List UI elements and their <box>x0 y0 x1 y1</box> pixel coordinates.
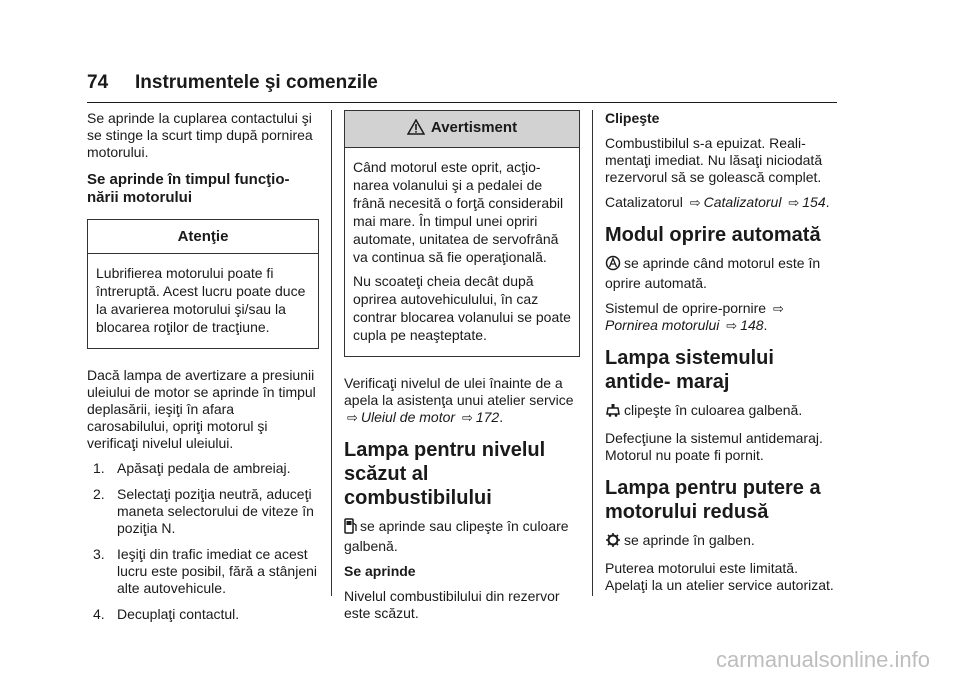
warning-text-1: Când motorul este oprit, acţio- narea volanului şi a pedalei de frână necesită o forţă considerabil mai mare. În timpul unei opriri automate, unitatea de servofrână va continua să fie operaţională. <box>353 159 564 265</box>
reduced-power-text: Puterea motorului este limitată. Apelaţi la un atelier service autorizat. <box>605 560 834 593</box>
warning-triangle-icon <box>407 119 425 139</box>
fuel-pump-icon <box>344 518 357 538</box>
reduced-power-description: se aprinde în galben. <box>605 532 841 552</box>
fuel-lamp-description: se aprinde sau clipeşte în culoare galbenă. <box>344 518 569 554</box>
caution-text: Lubrifierea motorului poate fi întreruptă. Acest lucru poate duce la avarierea motorului şi/sau la blocarea roţilor de tracţiune. <box>96 265 306 335</box>
column-1 <box>87 110 319 632</box>
warning-text-2: Nu scoateţi cheia decât după oprirea autovehiculului, în caz contrar blocarea volanului se poate cupla pe neaşteptate. <box>353 273 571 343</box>
list-item: 3. Ieşiţi din trafic imediat ce acest lucru este posibil, fără a stânjeni alte autovehicule. <box>93 546 317 596</box>
reduced-power-icon <box>605 532 621 552</box>
list-item: 2. Selectaţi poziţia neutră, aduceţi maneta selectorului de viteze în poziţia N. <box>93 486 314 536</box>
stop-start-reference-page[interactable]: 148 <box>740 317 764 333</box>
list-item: 4. Decuplaţi contactul. <box>93 606 240 622</box>
caution-title: Atenţie <box>88 220 318 254</box>
page-number: 74 <box>87 72 109 93</box>
fuel-lamp-heading: Lampa pentru nivelul scăzut al combustibilului <box>344 439 546 509</box>
oil-warning-paragraph: Dacă lampa de avertizare a presiunii uleiului de motor se aprinde în timpul deplasării, ieşiţi în afara carosabilului, opriţi motorul şi verificaţi nivelul uleiului. <box>87 367 316 451</box>
catalyst-reference-page[interactable]: 154 <box>802 194 826 210</box>
stop-start-paragraph: Sistemul de oprire-pornire ⇨ Pornirea motorului ⇨ 148. <box>605 300 784 333</box>
warning-title: Avertisment <box>430 119 518 136</box>
reference-arrow-icon: ⇨ <box>461 410 473 425</box>
auto-stop-heading: Modul oprire automată <box>605 224 821 246</box>
reference-arrow-icon: ⇨ <box>726 318 738 333</box>
reference-arrow-icon: ⇨ <box>772 301 784 316</box>
auto-stop-description: se aprinde când motorul este în oprire automată. <box>605 255 821 291</box>
immobilizer-icon <box>605 402 621 422</box>
page-header <box>87 72 837 103</box>
steps-list <box>87 460 319 623</box>
caution-box <box>87 219 319 349</box>
fuel-subtext: Nivelul combustibilului din rezervor este scăzut. <box>344 588 560 621</box>
immobilizer-description: clipeşte în culoarea galbenă. <box>605 402 841 422</box>
intro-paragraph: Se aprinde la cuplarea contactului şi se stinge la scurt timp după pornirea motorului. <box>87 110 313 160</box>
fuel-subheading: Se aprinde <box>344 563 416 579</box>
watermark: carmanualsonline.info <box>715 647 930 672</box>
immobilizer-heading: Lampa sistemului antide- maraj <box>605 347 774 393</box>
list-item: 1. Apăsaţi pedala de ambreiaj. <box>93 460 291 476</box>
column-3 <box>605 110 841 602</box>
warning-header <box>345 111 579 148</box>
column-divider-left <box>331 110 332 596</box>
immobilizer-text: Defecţiune la sistemul antidemaraj. Motorul nu poate fi pornit. <box>605 430 823 463</box>
reference-arrow-icon: ⇨ <box>689 195 701 210</box>
flash-text: Combustibilul s-a epuizat. Reali- mentaţi imediat. Nu lăsaţi niciodată rezervorul să se golească complet. <box>605 135 823 185</box>
column-2 <box>344 110 580 630</box>
warning-box <box>344 110 580 357</box>
reference-arrow-icon: ⇨ <box>347 410 358 425</box>
stop-start-reference-link[interactable]: Pornirea motorului <box>605 317 720 333</box>
check-oil-paragraph: Verificaţi nivelul de ulei înainte de a apela la asistenţa unui atelier service ⇨ Uleiul de motor ⇨ 172. <box>344 375 574 425</box>
column-divider-right <box>592 110 593 596</box>
catalyst-paragraph: Catalizatorul ⇨ Catalizatorul ⇨ 154. <box>605 194 830 210</box>
flash-subheading: Clipeşte <box>605 110 660 126</box>
chapter-title: Instrumentele şi comenzile <box>135 72 378 93</box>
oil-reference-link[interactable]: Uleiul de motor <box>360 409 456 425</box>
auto-stop-icon <box>605 255 621 275</box>
section-heading: Se aprinde în timpul funcţio- nării motorului <box>87 171 290 206</box>
reduced-power-heading: Lampa pentru putere a motorului redusă <box>605 477 821 523</box>
catalyst-reference-link[interactable]: Catalizatorul <box>703 194 782 210</box>
reference-arrow-icon: ⇨ <box>788 195 800 210</box>
oil-reference-page[interactable]: 172 <box>475 409 500 425</box>
